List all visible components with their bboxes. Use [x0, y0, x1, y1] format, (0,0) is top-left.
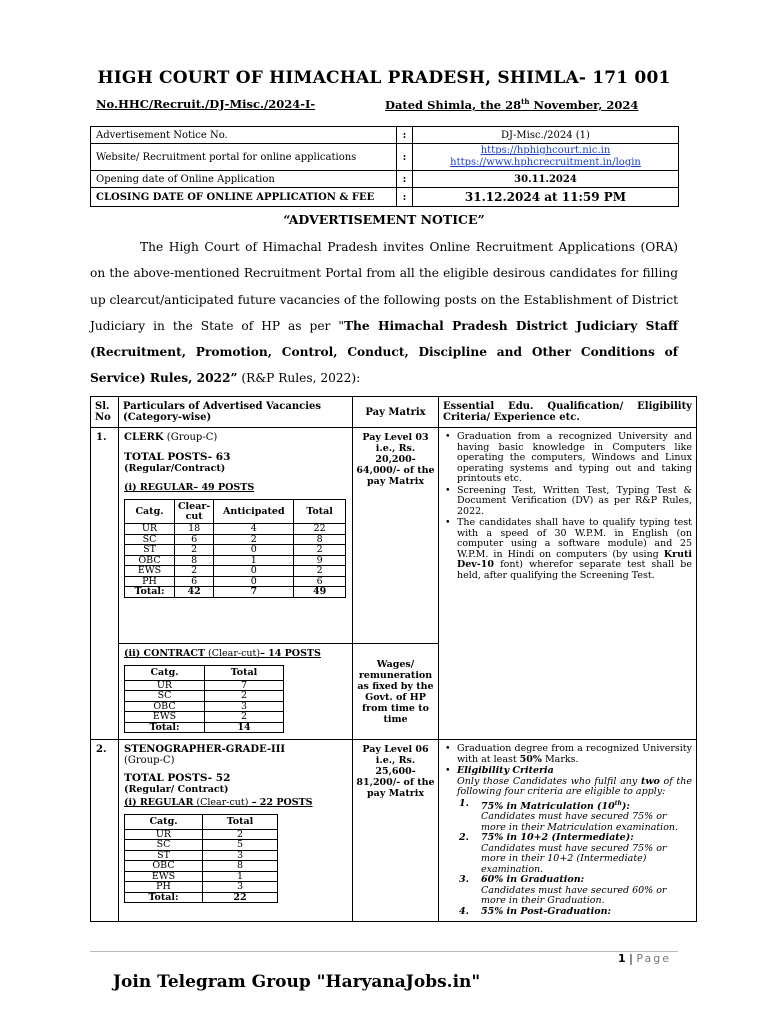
clerk-contract-heading: [124, 648, 347, 659]
col-essential: Essential Edu. Qualification/ Eligibility Criteria/ Experience etc.: [439, 397, 697, 428]
cell: 1: [214, 555, 294, 566]
cell: 1: [203, 871, 278, 882]
table-row-total: [125, 722, 284, 733]
clerk-sl: 1.: [91, 428, 119, 740]
reg-head-anticipated: Anticipated: [214, 500, 294, 524]
cell: SC: [125, 840, 203, 851]
page-word: Page: [636, 952, 671, 965]
table-row: [125, 882, 278, 893]
cell: 22: [203, 892, 278, 903]
page-number: [618, 952, 671, 965]
website-link[interactable]: https://hphighcourt.nic.in: [480, 145, 611, 156]
info-value: DJ-Misc./2024 (1): [413, 127, 679, 144]
info-row-website: [91, 144, 679, 171]
info-sep: :: [397, 127, 413, 144]
criterion-num: 3.: [459, 874, 469, 886]
dated-line: [385, 97, 638, 112]
contract-head-normal: (Clear-cut): [205, 648, 261, 659]
notice-paragraph: [90, 234, 678, 392]
cell: 7: [214, 587, 294, 598]
cell: UR: [125, 524, 175, 535]
cell: 2: [294, 545, 346, 556]
cell: 0: [214, 576, 294, 587]
criterion-item: [443, 907, 692, 918]
cell: 2: [203, 829, 278, 840]
vacancy-table: [90, 396, 697, 922]
steno-sl: 2.: [91, 740, 119, 922]
table-row: [125, 524, 346, 535]
reg-head-clearcut: Clear-cut: [175, 500, 214, 524]
info-sep: :: [397, 171, 413, 188]
elig-pre: Only those Candidates who fulfil any: [457, 775, 641, 787]
eligibility-text: [457, 777, 692, 798]
steno-essential: [439, 740, 697, 922]
info-sep: :: [397, 144, 413, 171]
cell: OBC: [125, 555, 175, 566]
table-row-steno: [91, 740, 697, 922]
clerk-contract-particulars: [119, 644, 353, 740]
cell: 8: [175, 555, 214, 566]
cell: 18: [175, 524, 214, 535]
cell: 8: [203, 861, 278, 872]
cell: UR: [125, 829, 203, 840]
page-num-value: 1: [618, 952, 626, 965]
cell: SC: [125, 691, 205, 702]
steno-reg-bold: (i) REGULAR: [124, 797, 194, 808]
col-sl: Sl. No: [91, 397, 119, 428]
cell: Total:: [125, 722, 205, 733]
criterion-num: 2.: [459, 832, 469, 844]
portal-link[interactable]: https://www.hphcrecruitment.in/login: [450, 157, 641, 168]
info-sep: :: [397, 188, 413, 207]
cell: PH: [125, 576, 175, 587]
cell: EWS: [125, 871, 203, 882]
cell: 6: [175, 534, 214, 545]
cell: 3: [205, 701, 284, 712]
cell: 2: [214, 534, 294, 545]
clerk-regular-table: [124, 499, 346, 598]
cell: 8: [294, 534, 346, 545]
cell: 14: [205, 722, 284, 733]
cell: 2: [175, 566, 214, 577]
cell: 42: [175, 587, 214, 598]
reg-head-total: Total: [294, 500, 346, 524]
info-row-opening-date: [91, 171, 679, 188]
clerk-reg-header: [125, 500, 346, 524]
steno-reg-tail: – 22 POSTS: [248, 797, 313, 808]
clerk-ess-3-pre: The candidates shall have to qualify typing test with a speed of 30 W.P.M. in English (on computer using a software module) and 25 W.P.M. in Hindi on computers (by using: [457, 517, 692, 560]
cell: 6: [294, 576, 346, 587]
info-table: [90, 126, 679, 207]
steno-eligibility: [443, 766, 692, 798]
clerk-ess-3-post: font) wherefor separate test shall be held, after qualifying the Screening Test.: [457, 559, 692, 581]
steno-name: STENOGRAPHER-GRADE-III: [124, 744, 286, 755]
cell: OBC: [125, 861, 203, 872]
steno-ess-1-pre: Graduation degree from a recognized University with at least: [457, 743, 692, 765]
col-pay: Pay Matrix: [353, 397, 439, 428]
contract-head-tail: – 14 POSTS: [260, 648, 321, 659]
criterion-text: Candidates must have secured 60% or more in their Graduation.: [481, 884, 667, 907]
cell: 9: [294, 555, 346, 566]
table-row: [125, 850, 278, 861]
cell: PH: [125, 882, 203, 893]
cell: Total:: [125, 587, 175, 598]
clerk-post-name: [124, 432, 347, 443]
cell: 0: [214, 545, 294, 556]
clerk-essential: [439, 428, 697, 740]
cell: Total:: [125, 892, 203, 903]
reg-head-catg: Catg.: [125, 500, 175, 524]
clerk-total-posts: TOTAL POSTS- 63: [124, 451, 231, 463]
criterion-item: [443, 833, 692, 875]
cell: 6: [175, 576, 214, 587]
steno-total-posts: TOTAL POSTS- 52: [124, 772, 231, 784]
footer-divider: [90, 951, 678, 952]
steno-regular-heading: [124, 797, 347, 808]
clerk-contract-table: [124, 665, 284, 733]
cell: 7: [205, 680, 284, 691]
cell: UR: [125, 680, 205, 691]
steno-head-catg: Catg.: [125, 815, 203, 830]
notice-tail: (R&P Rules, 2022):: [237, 371, 361, 386]
telegram-banner: Join Telegram Group "HaryanaJobs.in": [113, 972, 481, 992]
steno-ess-1-post: Marks.: [541, 753, 579, 765]
elig-bold: two: [640, 775, 660, 787]
clerk-ess-3: [443, 518, 692, 581]
criterion-text: Candidates must have secured 75% or more in their Matriculation examination.: [481, 811, 679, 833]
criterion-sup: th: [614, 799, 622, 807]
clerk-pay-matrix: Pay Level 03 i.e., Rs. 20,200-64,000/- of the pay Matrix: [353, 428, 439, 644]
cell: 49: [294, 587, 346, 598]
info-label: Advertisement Notice No.: [91, 127, 397, 144]
info-row-notice-no: [91, 127, 679, 144]
table-row: [125, 840, 278, 851]
table-row-total: [125, 892, 278, 903]
clerk-name: CLERK: [124, 432, 164, 443]
elig-post: of the following four criteria are eligible to apply:: [457, 775, 692, 797]
steno-particulars: [119, 740, 353, 922]
table-row-clerk: [91, 428, 697, 644]
table-row: [125, 691, 284, 702]
cell: 5: [203, 840, 278, 851]
table-row: [125, 829, 278, 840]
criterion-head-end: ):: [621, 800, 630, 812]
info-value: 31.12.2024 at 11:59 PM: [413, 188, 679, 207]
table-row: [125, 871, 278, 882]
clerk-post-type: (Regular/Contract): [124, 463, 226, 474]
cell: 2: [205, 691, 284, 702]
steno-regular-table: [124, 814, 278, 903]
cell: 3: [203, 882, 278, 893]
col-particulars: Particulars of Advertised Vacancies (Category-wise): [119, 397, 353, 428]
info-value: 30.11.2024: [413, 171, 679, 188]
cell: SC: [125, 534, 175, 545]
cell: ST: [125, 545, 175, 556]
info-row-closing-date: [91, 188, 679, 207]
table-row-total: [125, 587, 346, 598]
criteria-list: [443, 799, 692, 918]
cell: 2: [175, 545, 214, 556]
dated-sup: th: [521, 97, 530, 106]
cell: 3: [203, 850, 278, 861]
dated-post: November, 2024: [529, 97, 639, 112]
steno-reg-normal: (Clear-cut): [193, 797, 249, 808]
steno-group: (Group-C): [124, 755, 175, 766]
steno-post-type: (Regular/ Contract): [124, 784, 229, 795]
clerk-ess-3-font: Kruti Dev-10: [457, 548, 692, 570]
clerk-group: (Group-C): [163, 432, 218, 443]
page-title: HIGH COURT OF HIMACHAL PRADESH, SHIMLA- 171 001: [97, 68, 671, 88]
con-head-total: Total: [205, 666, 284, 681]
clerk-ess-2: • Screening Test, Written Test, Typing Test & Document Verification (DV) as per R&P Rules, 2022.: [443, 486, 692, 518]
table-row: [125, 701, 284, 712]
notice-number: No.HHC/Recruit./DJ-Misc./2024-I-: [96, 97, 316, 111]
info-links: [413, 144, 679, 171]
table-row: [125, 545, 346, 556]
cell: 2: [205, 712, 284, 723]
vacancy-table-header: [91, 397, 697, 428]
cell: EWS: [125, 566, 175, 577]
criterion-head: 55% in Post-Graduation:: [481, 905, 612, 917]
clerk-contract-pay: Wages/ remuneration as fixed by the Govt. of HP from time to time: [353, 644, 439, 740]
table-row: [125, 680, 284, 691]
criterion-head: 60% in Graduation:: [481, 874, 585, 886]
con-head-catg: Catg.: [125, 666, 205, 681]
cell: 2: [294, 566, 346, 577]
steno-pay-matrix: Pay Level 06 i.e., Rs. 25,600-81,200/- of the pay Matrix: [353, 740, 439, 922]
info-label: Opening date of Online Application: [91, 171, 397, 188]
table-row: [125, 534, 346, 545]
cell: 0: [214, 566, 294, 577]
con-header: [125, 666, 284, 681]
clerk-regular-heading: (i) REGULAR– 49 POSTS: [124, 482, 255, 493]
advertisement-heading: “ADVERTISEMENT NOTICE”: [283, 212, 485, 227]
info-label: CLOSING DATE OF ONLINE APPLICATION & FEE: [91, 188, 397, 207]
cell: ST: [125, 850, 203, 861]
steno-head-total: Total: [203, 815, 278, 830]
notice-rules-title: The Himachal Pradesh District Judiciary Staff (Recruitment, Promotion, Control, Conduct, Discipline and Other Conditions of Service) Rules, 2022”: [90, 318, 678, 386]
table-row: [125, 555, 346, 566]
info-label: Website/ Recruitment portal for online applications: [91, 144, 397, 171]
steno-ess-1-bold: 50%: [519, 753, 542, 765]
table-row: [125, 566, 346, 577]
criterion-num: 4.: [459, 905, 469, 917]
notice-body: The High Court of Himachal Pradesh invites Online Recruitment Applications (ORA) on the above-mentioned Recruitment Portal from all the eligible desirous candidates for filling up clearcut/anticipated future vacancies of the following posts on the Establishment of District Judiciary in the State of HP as per ": [90, 240, 678, 333]
clerk-particulars: [119, 428, 353, 644]
table-row: [125, 712, 284, 723]
criterion-item: [443, 799, 692, 834]
cell: EWS: [125, 712, 205, 723]
clerk-ess-1: • Graduation from a recognized University and having basic knowledge in Computers like operating the computers, Windows and Linux operating systems and typing out and taking printouts etc.: [443, 432, 692, 485]
steno-reg-header: [125, 815, 278, 830]
dated-pre: Dated Shimla, the 28: [385, 97, 522, 112]
criterion-head: 75% in Matriculation (10: [481, 800, 615, 812]
cell: 4: [214, 524, 294, 535]
criterion-text: Candidates must have secured 75% or more in their 10+2 (Intermediate) examination.: [481, 842, 667, 875]
table-row: [125, 861, 278, 872]
cell: OBC: [125, 701, 205, 712]
steno-ess-1: [443, 744, 692, 765]
criterion-head: 75% in 10+2 (Intermediate):: [481, 832, 634, 844]
cell: 22: [294, 524, 346, 535]
criterion-num: 1.: [459, 797, 469, 809]
contract-head-bold: (ii) CONTRACT: [124, 648, 206, 659]
page-sep: |: [625, 952, 637, 965]
table-row: [125, 576, 346, 587]
eligibility-heading: • Eligibility Criteria: [457, 765, 554, 776]
criterion-item: [443, 875, 692, 907]
